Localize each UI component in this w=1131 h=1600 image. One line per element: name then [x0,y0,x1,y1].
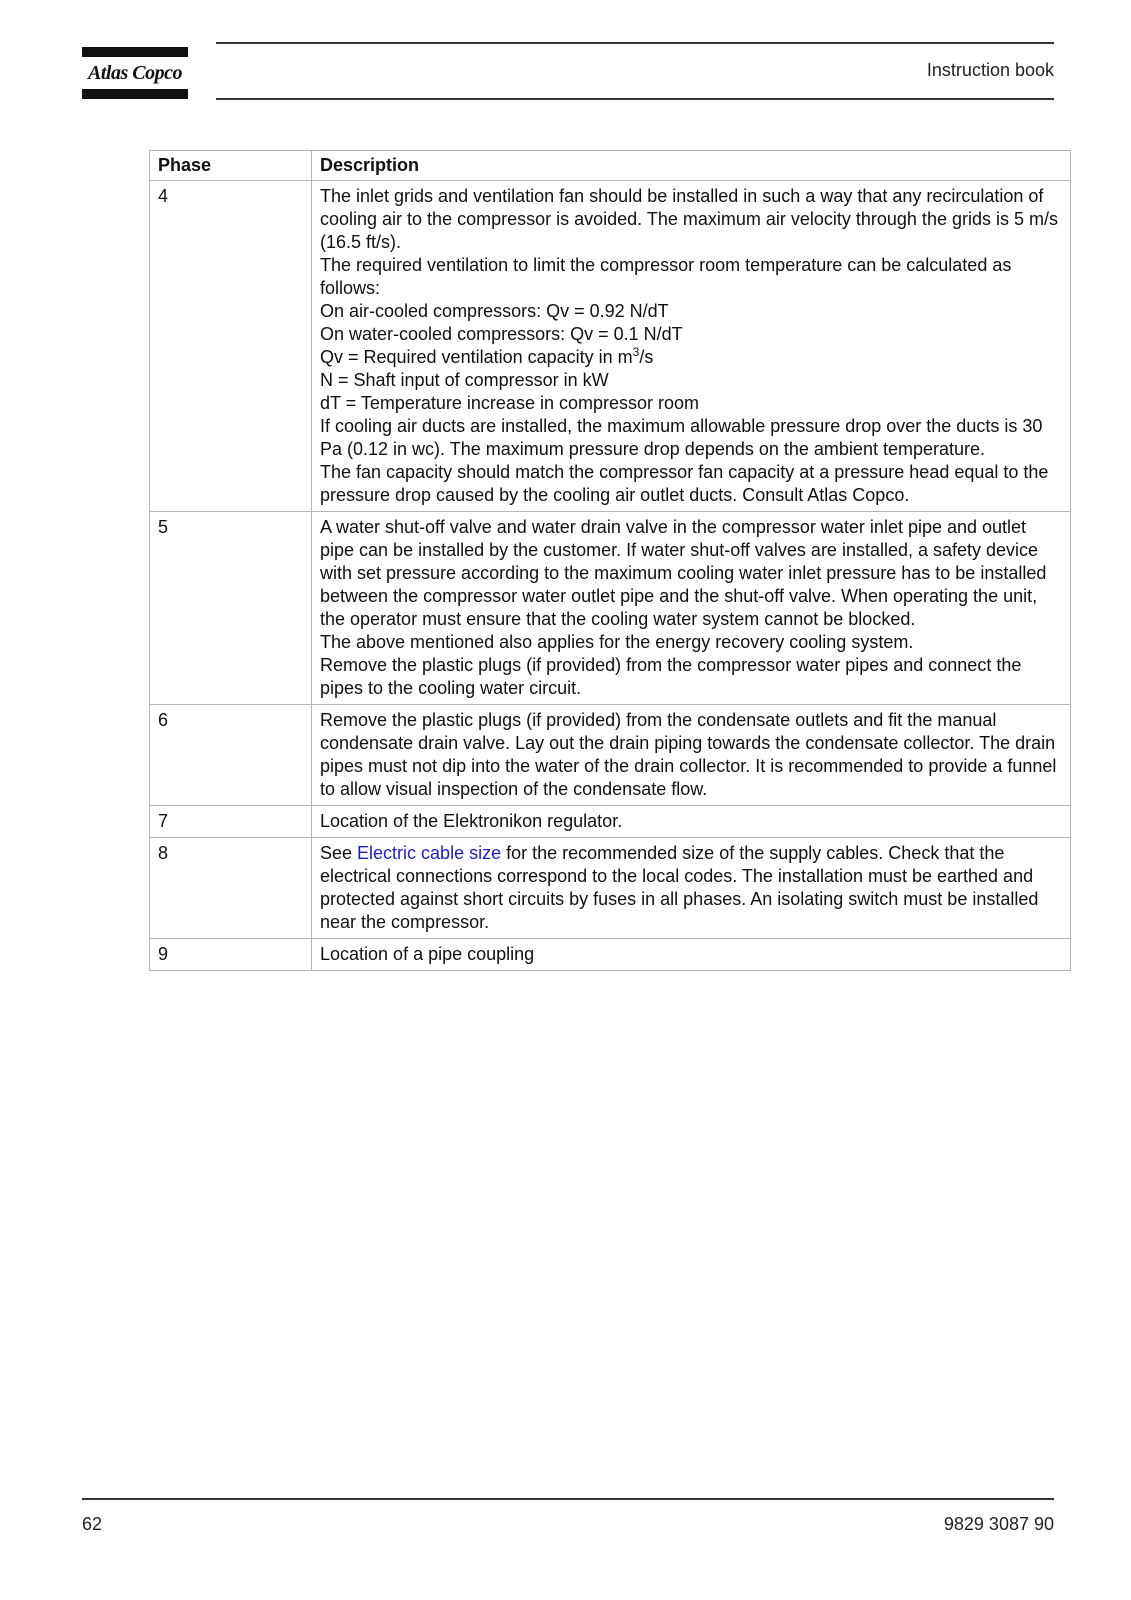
description-suffix: for the recommended size of the supply cables. Check that the electrical connections correspond to the local codes. The installation must be earthed and protected against short circuits by fuses in all phases. An isolating switch must be installed near the compressor. [320,843,1039,932]
description-line: Location of the Elektronikon regulator. [320,811,623,831]
phase-cell: 5 [150,512,312,705]
phase-cell: 8 [150,838,312,939]
n-definition: N = Shaft input of compressor in kW [320,370,609,390]
description-line: The required ventilation to limit the compressor room temperature can be calculated as follows: [320,255,1012,298]
description-line: A water shut-off valve and water drain valve in the compressor water inlet pipe and outlet pipe can be installed by the customer. If water shut-off valves are installed, a safety device with set pressure according to the maximum cooling water inlet pressure has to be installed between the compressor water outlet pipe and the shut-off valve. When operating the unit, the operator must ensure that the cooling water system cannot be blocked. [320,517,1047,629]
footer-rule [82,1498,1054,1500]
table-row [150,181,1071,512]
qv-definition [320,346,1062,369]
logo-wordmark: Atlas Copco [88,61,182,84]
phase-cell: 6 [150,705,312,806]
qv-definition-text: Qv = Required ventilation capacity in m [320,347,633,367]
logo-top-bar [82,47,188,57]
description-cell [312,939,1071,971]
description-cell [312,838,1071,939]
column-header-phase: Phase [150,151,312,181]
table-row [150,806,1071,838]
table-header-row [150,151,1071,181]
qv-unit-suffix: /s [639,347,654,367]
formula-air-cooled: On air-cooled compressors: Qv = 0.92 N/dT [320,301,669,321]
description-cell [312,512,1071,705]
description-prefix: See [320,843,358,863]
logo-bottom-bar [82,89,188,99]
header-rule-bottom [216,98,1054,100]
table-row [150,939,1071,971]
description-line: The above mentioned also applies for the energy recovery cooling system. [320,632,914,652]
description-line: Location of a pipe coupling [320,944,535,964]
description-cell [312,806,1071,838]
dt-definition: dT = Temperature increase in compressor room [320,393,700,413]
description-cell [312,181,1071,512]
page-number: 62 [82,1514,103,1534]
document-number: 9829 3087 90 [943,1514,1054,1534]
description-line: Remove the plastic plugs (if provided) from the condensate outlets and fit the manual condensate drain valve. Lay out the drain piping towards the condensate collector. The drain pipes must not dip into the water of the drain collector. It is recommended to provide a funnel to allow visual inspection of the condensate flow. [320,710,1057,799]
document-title: Instruction book [926,60,1054,80]
electric-cable-size-link[interactable]: Electric cable size [357,843,502,863]
phase-cell: 7 [150,806,312,838]
description-line: Remove the plastic plugs (if provided) from the compressor water pipes and connect the pipes to the cooling water circuit. [320,655,1022,698]
description-cell [312,705,1071,806]
table-row [150,705,1071,806]
qv-exponent: 3 [632,345,640,359]
phase-cell: 9 [150,939,312,971]
formula-water-cooled: On water-cooled compressors: Qv = 0.1 N/dT [320,324,683,344]
atlas-copco-logo [82,47,188,99]
phase-table [149,150,1071,971]
table-row [150,512,1071,705]
description-line: The inlet grids and ventilation fan should be installed in such a way that any recirculation of cooling air to the compressor is avoided. The maximum air velocity through the grids is 5 m/s (16.5 ft/s). [320,186,1058,252]
description-line: If cooling air ducts are installed, the maximum allowable pressure drop over the ducts is 30 Pa (0.12 in wc). The maximum pressure drop depends on the ambient temperature. [320,416,1043,459]
header-rule-top [216,42,1054,44]
description-line: The fan capacity should match the compressor fan capacity at a pressure head equal to the pressure drop caused by the cooling air outlet ducts. Consult Atlas Copco. [320,462,1049,505]
table-row [150,838,1071,939]
phase-cell: 4 [150,181,312,512]
column-header-description: Description [312,151,1071,181]
